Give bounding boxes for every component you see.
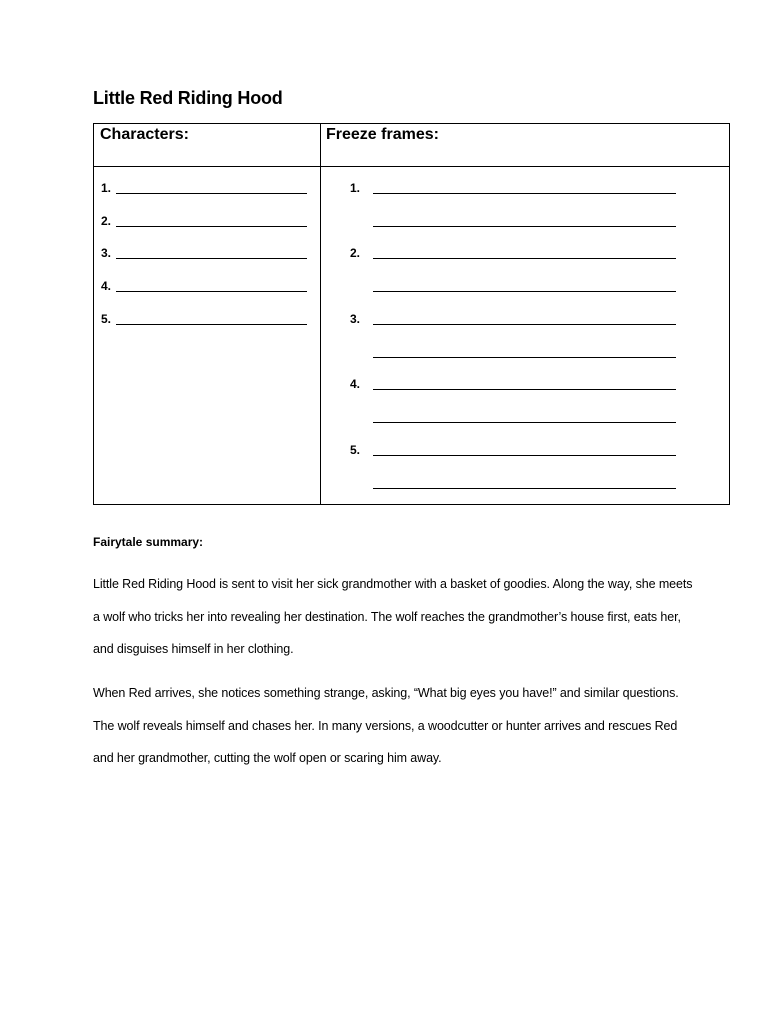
character-number: 2.: [101, 214, 112, 228]
freeze-frame-item-1: [350, 181, 676, 197]
worksheet-table: [93, 123, 730, 505]
freeze-frame-number: 4.: [350, 377, 361, 391]
character-number: 5.: [101, 312, 112, 326]
characters-header: Characters:: [100, 126, 189, 143]
freeze-frame-line[interactable]: [373, 258, 676, 259]
character-number: 1.: [101, 181, 112, 195]
character-number: 4.: [101, 279, 112, 293]
summary-paragraph-1: Little Red Riding Hood is sent to visit her sick grandmother with a basket of goodies. Along the way, she meets a wolf who tricks her into revealing her destination. The wolf reaches the grandmother’s house first, eats her, and disguises himself in her clothing.: [93, 577, 693, 657]
freeze-frame-line[interactable]: [373, 357, 676, 358]
character-item-1: [101, 181, 307, 197]
character-blank-line[interactable]: [116, 193, 307, 194]
freeze-frame-item-4: [350, 377, 676, 393]
freeze-frame-line[interactable]: [373, 226, 676, 227]
summary-paragraph-2: When Red arrives, she notices something strange, asking, “What big eyes you have!” and similar questions. The wolf reveals himself and chases her. In many versions, a woodcutter or hunter arrives and rescues Red and her grandmother, cutting the wolf open or scaring him away.: [93, 686, 679, 766]
freeze-frame-line[interactable]: [373, 422, 676, 423]
header-divider: [94, 166, 729, 167]
freeze-frame-line[interactable]: [373, 488, 676, 489]
character-blank-line[interactable]: [116, 226, 307, 227]
freeze-frame-number: 2.: [350, 246, 361, 260]
freeze-frame-line[interactable]: [373, 455, 676, 456]
character-blank-line[interactable]: [116, 324, 307, 325]
column-divider: [320, 124, 321, 504]
freeze-frame-number: 5.: [350, 443, 361, 457]
freeze-frame-number: 3.: [350, 312, 361, 326]
character-item-4: [101, 279, 307, 295]
character-blank-line[interactable]: [116, 291, 307, 292]
freeze-frame-line[interactable]: [373, 324, 676, 325]
character-number: 3.: [101, 246, 112, 260]
freeze-frame-item-5: [350, 443, 676, 459]
character-item-2: [101, 214, 307, 230]
freeze-frame-line[interactable]: [373, 389, 676, 390]
freeze-frame-line[interactable]: [373, 193, 676, 194]
summary-heading: Fairytale summary:: [93, 535, 204, 549]
page-title: Little Red Riding Hood: [93, 88, 283, 108]
character-blank-line[interactable]: [116, 258, 307, 259]
character-item-3: [101, 246, 307, 262]
freeze-frame-item-2: [350, 246, 676, 262]
freeze-frame-number: 1.: [350, 181, 361, 195]
freeze-frame-item-3: [350, 312, 676, 328]
freeze-frames-header: Freeze frames:: [326, 126, 439, 143]
freeze-frame-line[interactable]: [373, 291, 676, 292]
character-item-5: [101, 312, 307, 328]
